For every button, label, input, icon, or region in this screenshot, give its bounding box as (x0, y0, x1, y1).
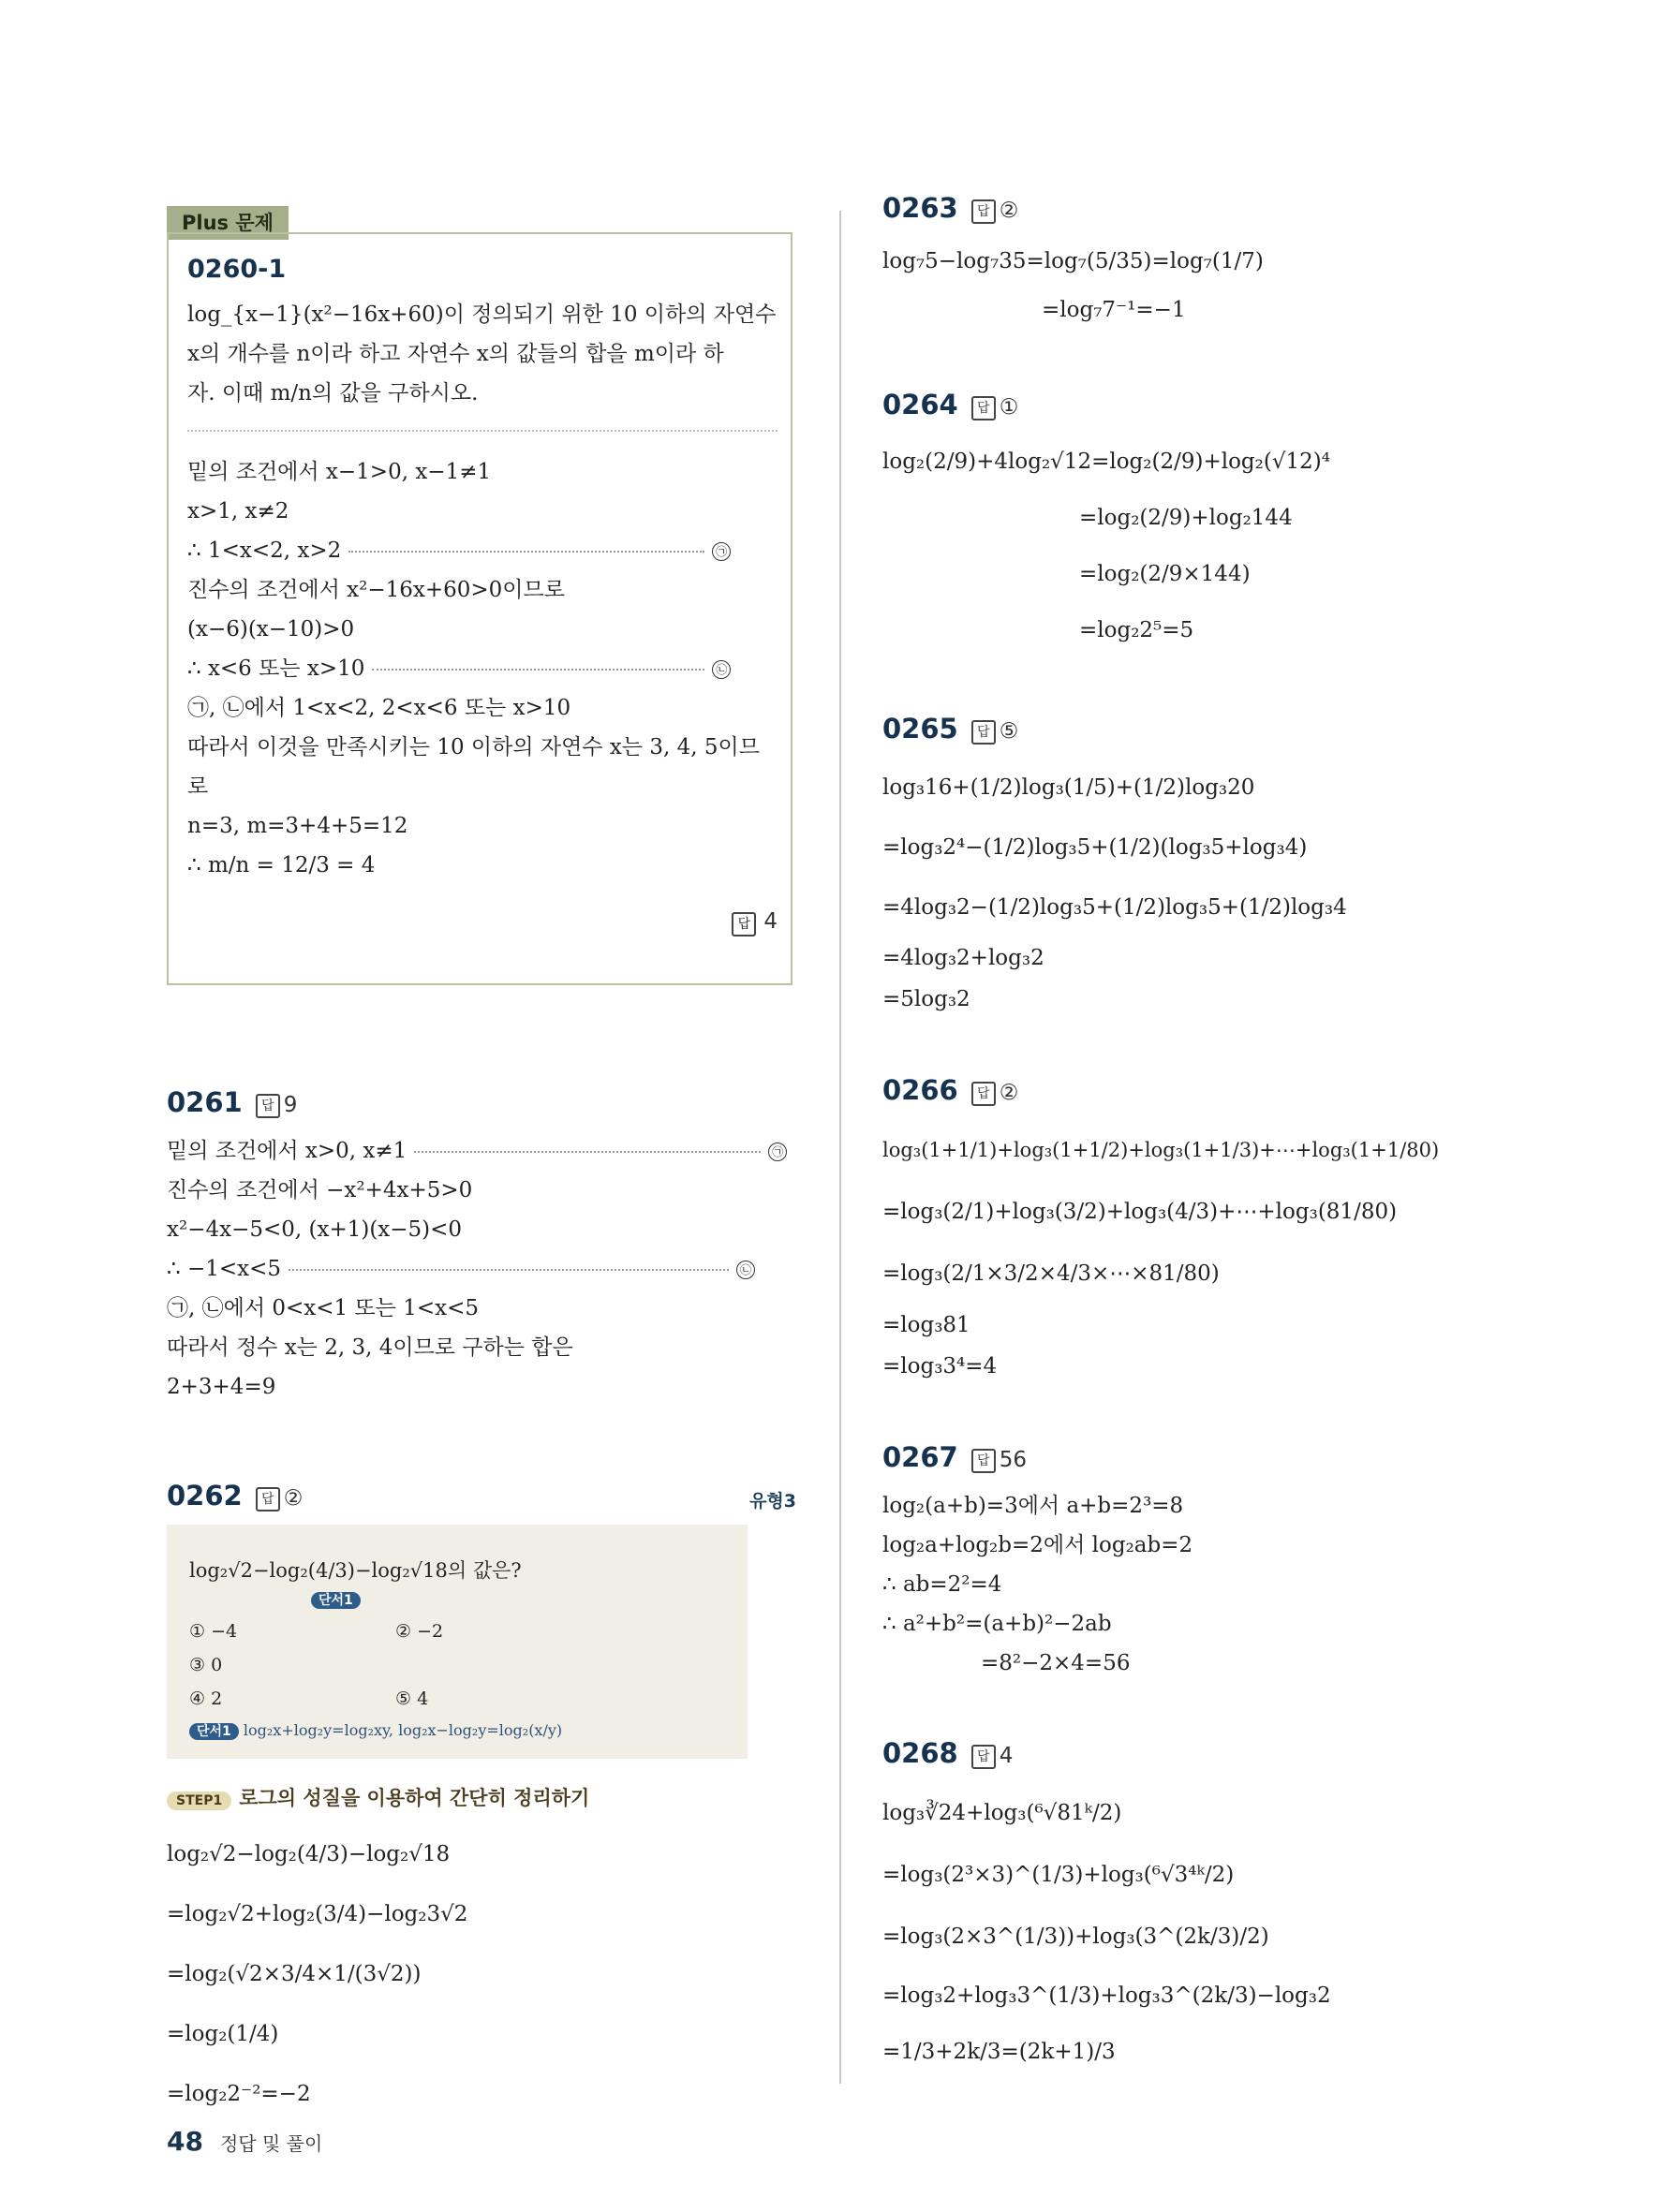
solution-line: =log₇7⁻¹=−1 (1042, 298, 1186, 322)
option: ③ 0 (189, 1655, 223, 1675)
answer-value: ② (999, 199, 1019, 223)
answer-value: 56 (999, 1448, 1027, 1472)
solution-line: =8²−2×4=56 (981, 1651, 1131, 1675)
solution-line: x>1, x≠2 (187, 499, 289, 524)
plus-tab: Plus 문제 (167, 206, 289, 240)
solution-line: =log₂(2/9×144) (1079, 562, 1251, 586)
question-line: x의 개수를 n이라 하고 자연수 x의 값들의 합을 m이라 하 (187, 342, 724, 366)
hint-marker: 단서1 (311, 1590, 725, 1609)
solution-line: ㉠, ㉡에서 1<x<2, 2<x<6 또는 x>10 (187, 696, 571, 720)
solution-line: =log₃(2/1)+log₃(3/2)+log₃(4/3)+⋯+log₃(81/80) (882, 1200, 1398, 1224)
options (189, 1615, 725, 1716)
answer-value: ① (999, 395, 1019, 420)
solution-line: =log₂√2+log₂(3/4)−log₂3√2 (167, 1902, 468, 1926)
answer-icon: 답 (971, 396, 996, 420)
solution-line: log₃16+(1/2)log₃(1/5)+(1/2)log₃20 (882, 775, 1255, 800)
answer-icon: 답 (971, 1745, 996, 1769)
answer-icon: 답 (971, 1449, 996, 1473)
solution-line: =log₂(2/9)+log₂144 (1079, 506, 1293, 530)
solution-line: log₇5−log₇35=log₇(5/35)=log₇(1/7) (882, 249, 1264, 273)
problem-0262 (167, 1480, 796, 2124)
solution-line: 따라서 이것을 만족시키는 10 이하의 자연수 x는 3, 4, 5이므 (187, 735, 760, 759)
solution-line: 2+3+4=9 (167, 1375, 276, 1399)
solution-line: =1/3+2k/3=(2k+1)/3 (882, 2040, 1116, 2064)
question-line: 자. 이때 m/n의 값을 구하시오. (187, 381, 479, 406)
solution-line: (x−6)(x−10)>0 (187, 617, 355, 641)
solution-line: log₂(a+b)=3에서 a+b=2³=8 (882, 1494, 1184, 1518)
answer-value: ② (283, 1486, 304, 1511)
page-number: 48 (167, 2126, 203, 2157)
solution-line: ∴ 1<x<2, x>2 ㉠ (187, 531, 778, 570)
separator (187, 430, 778, 432)
answer-value: ⑤ (999, 719, 1019, 744)
answer-icon: 답 (971, 199, 996, 224)
problem-number: 0262 (167, 1480, 243, 1512)
option: ⑤ 4 (395, 1688, 429, 1709)
answer-value: 9 (283, 1093, 298, 1117)
answer-icon: 답 (256, 1094, 280, 1118)
option: ① −4 (189, 1621, 238, 1642)
solution-line: ∴ a²+b²=(a+b)²−2ab (882, 1612, 1112, 1636)
solution-line: =4log₃2+log₃2 (882, 946, 1044, 970)
solution-line: =log₃81 (882, 1313, 970, 1337)
solution-line: 로 (187, 774, 209, 799)
solution-line: =log₃(2/1×3/2×4/3×⋯×81/80) (882, 1261, 1220, 1286)
solution-line: 따라서 정수 x는 2, 3, 4이므로 구하는 합은 (167, 1335, 573, 1360)
solution-line: 밑의 조건에서 x>0, x≠1 ㉠ (167, 1131, 796, 1171)
solution-line: log₃(1+1/1)+log₃(1+1/2)+log₃(1+1/3)+⋯+log₃(1+1/80) (882, 1139, 1440, 1161)
solution-line: log₂a+log₂b=2에서 log₂ab=2 (882, 1533, 1193, 1557)
problem-0264 (882, 389, 1501, 658)
option: ④ 2 (189, 1688, 223, 1709)
problem-0261 (167, 1086, 796, 1407)
solution-line: =log₃2⁴−(1/2)log₃5+(1/2)(log₃5+log₃4) (882, 835, 1308, 860)
plus-answer: 답 4 (187, 909, 778, 936)
problem-number: 0261 (167, 1086, 243, 1118)
solution-line: =5log₃2 (882, 987, 970, 1011)
left-column (167, 1086, 796, 2197)
solution-line: x²−4x−5<0, (x+1)(x−5)<0 (167, 1217, 463, 1242)
page-footer (167, 2126, 322, 2157)
solution-line: ∴ −1<x<5 ㉡ (167, 1249, 796, 1289)
plus-content (187, 255, 778, 936)
solution-line: =log₂(1/4) (167, 2022, 279, 2046)
problem-0266 (882, 1074, 1501, 1387)
hint-line: 단서1 log₂x+log₂y=log₂xy, log₂x−log₂y=log₂(x/y) (189, 1721, 725, 1740)
solution-line: =log₃2+log₃3^(1/3)+log₃3^(2k/3)−log₃2 (882, 1983, 1331, 2008)
problem-0263 (882, 192, 1501, 334)
type-label: 유형3 (749, 1491, 796, 1512)
answer-value: ② (999, 1081, 1019, 1105)
problem-number: 0266 (882, 1074, 958, 1106)
solution-line: =log₃3⁴=4 (882, 1354, 998, 1379)
solution-line: 진수의 조건에서 x²−16x+60>0이므로 (187, 578, 565, 602)
problem-0265 (882, 713, 1501, 1020)
answer-icon: 답 (971, 1082, 996, 1106)
column-divider (839, 211, 841, 2084)
answer-value: 4 (999, 1744, 1014, 1768)
right-column (882, 192, 1501, 2153)
problem-number: 0268 (882, 1737, 958, 1769)
solution-line: n=3, m=3+4+5=12 (187, 814, 408, 838)
option: ② −2 (395, 1621, 444, 1642)
solution-line: ∴ x<6 또는 x>10 ㉡ (187, 649, 778, 688)
problem-number: 0267 (882, 1441, 958, 1473)
problem-0268 (882, 1737, 1501, 2080)
solution-line: =log₂2⁵=5 (1079, 618, 1194, 642)
solution-line: =log₃(2×3^(1/3))+log₃(3^(2k/3)/2) (882, 1924, 1269, 1949)
solution-line: =log₂(√2×3/4×1/(3√2)) (167, 1962, 422, 1986)
problem-number: 0263 (882, 192, 958, 224)
solution-line: ㉠, ㉡에서 0<x<1 또는 1<x<5 (167, 1296, 479, 1320)
solution-line: 진수의 조건에서 −x²+4x+5>0 (167, 1178, 473, 1202)
solution-line: =log₃(2³×3)^(1/3)+log₃(⁶√3⁴ᵏ/2) (882, 1863, 1235, 1887)
problem-0267 (882, 1441, 1501, 1683)
solution-line: log₃∛24+log₃(⁶√81ᵏ/2) (882, 1801, 1122, 1825)
question-text: log₂√2−log₂(4/3)−log₂√18의 값은? (189, 1559, 522, 1582)
marker-2-icon: ㉡ (712, 660, 731, 679)
solution-line: log₂√2−log₂(4/3)−log₂√18 (167, 1842, 451, 1866)
marker-2-icon: ㉡ (736, 1261, 755, 1279)
problem-number: 0264 (882, 389, 958, 420)
solution-line: =4log₃2−(1/2)log₃5+(1/2)log₃5+(1/2)log₃4 (882, 895, 1347, 920)
solution-line: =log₂2⁻²=−2 (167, 2082, 311, 2106)
solution-line: 밑의 조건에서 x−1>0, x−1≠1 (187, 460, 492, 484)
footer-label: 정답 및 풀이 (219, 2132, 323, 2155)
answer-icon: 답 (971, 720, 996, 745)
solution-line: ∴ ab=2²=4 (882, 1572, 1002, 1597)
solution-line: log₂(2/9)+4log₂√12=log₂(2/9)+log₂(√12)⁴ (882, 450, 1330, 474)
answer-icon: 답 (732, 912, 756, 936)
answer-icon: 답 (256, 1487, 280, 1512)
step-heading: STEP1 로그의 성질을 이용하여 간단히 정리하기 (167, 1783, 796, 1811)
solution-line: ∴ m/n = 12/3 = 4 (187, 853, 376, 877)
problem-number: 0260-1 (187, 255, 287, 284)
question-box (167, 1525, 748, 1759)
problem-number: 0265 (882, 713, 958, 745)
question-line: log_{x−1}(x²−16x+60)이 정의되기 위한 10 이하의 자연수 (187, 302, 777, 327)
marker-1-icon: ㉠ (768, 1143, 787, 1161)
marker-1-icon: ㉠ (712, 542, 731, 561)
